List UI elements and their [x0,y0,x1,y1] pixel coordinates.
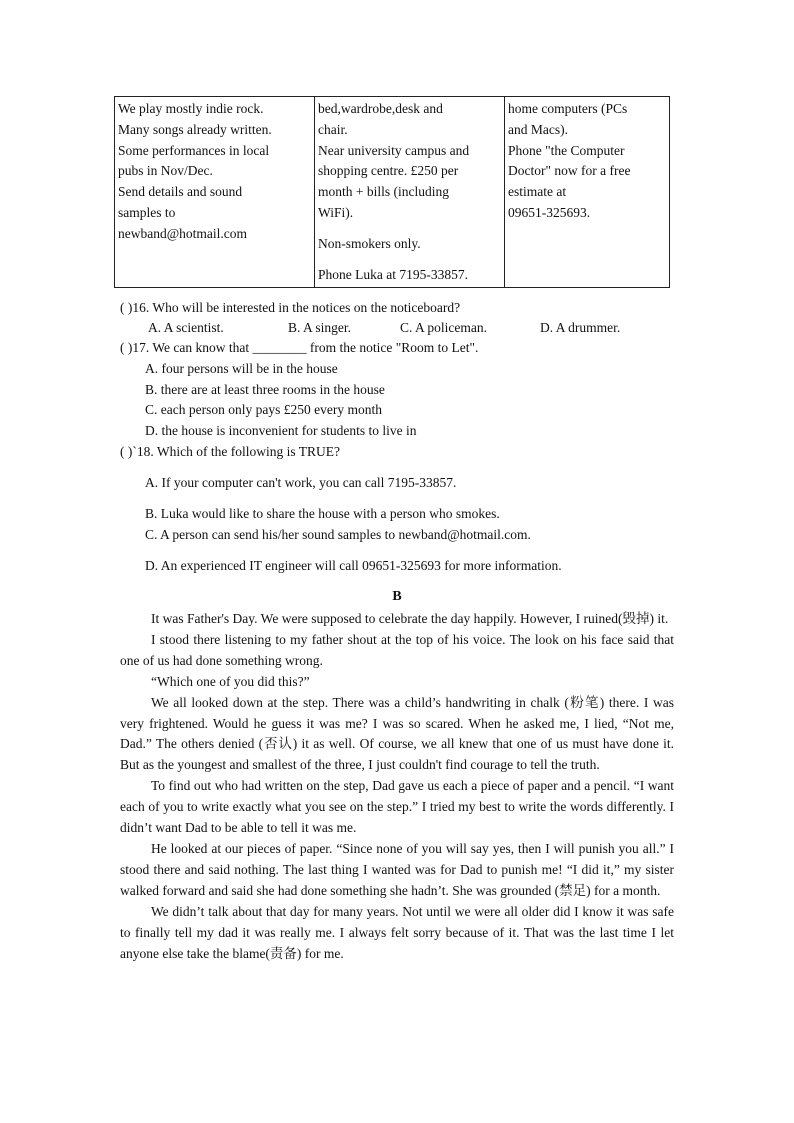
notice-line: We play mostly indie rock. [118,101,264,116]
notice-phone: Phone Luka at 7195-33857. [318,266,468,282]
passage-paragraph: He looked at our pieces of paper. “Since none of you will say yes, then I will punish you all.” I stood there and said nothing. The last thing I wanted was for Dad to punish me! “I did it,” my sister walked forward and said she had done something she hadn’t. She was grounded (禁足) for a month. [120,840,674,898]
question-18-option-c: C. A person can send his/her sound samples to newband@hotmail.com. [145,527,531,542]
notice-line: pubs in Nov/Dec. [118,163,213,179]
option-c: C. A policeman. [400,320,487,335]
notice-email: newband@hotmail.com [118,225,248,241]
option-b: B. A singer. [288,320,352,335]
question-17-option-b: B. there are at least three rooms in the house [145,382,385,397]
notice-phone: 09651-325693. [508,204,591,220]
notice-line: Doctor" now for a free [508,163,631,179]
notice-room-to-let [315,97,505,288]
notice-line: Send details and sound [118,184,243,200]
option-a: A. A scientist. [148,320,224,335]
question-17-option-a: A. four persons will be in the house [145,361,338,376]
passage-paragraph: It was Father's Day. We were supposed to celebrate the day happily. However, I ruined(毁掉) it. [151,611,669,626]
question-18-option-a: A. If your computer can't work, you can call 7195-33857. [145,475,457,490]
notice-line: Some performances in local [118,142,270,158]
passage-paragraph: We all looked down at the step. There was a child’s handwriting in chalk (粉笔) there. I was very frightened. Would he guess it was me? I was so scared. When he asked me, I lied, “Not me, Dad.” The others denied (否认) it as well. Of course, we all knew that one of us must have done it. But as the youngest and smallest of the three, I just couldn't find courage to tell the truth. [120,694,674,773]
notice-line: WiFi). [318,204,354,220]
question-16-options [148,320,620,336]
notice-line: and Macs). [508,121,568,137]
notice-line: estimate at [508,184,567,200]
notice-line: shopping centre. £250 per [318,163,459,179]
notice-line: home computers (PCs [508,101,628,116]
notice-line: bed,wardrobe,desk and [318,101,443,116]
question-18-option-b: B. Luka would like to share the house with a person who smokes. [145,506,500,521]
passage-paragraph: We didn’t talk about that day for many years. Not until we were all older did I know it was safe to finally tell my dad it was really me. I always felt sorry because of it. That was the last time I let anyone else take the blame(责备) for me. [120,903,674,961]
notice-line: Phone "the Computer [508,142,625,158]
notices-table [114,96,670,288]
passage-paragraph: To find out who had written on the step, Dad gave us each a piece of paper and a pencil. “I want each of you to write exactly what you see on the step.” I tried my best to write the words differently. I didn’t want Dad to be able to tell it was me. [120,778,674,836]
question-16-stem: ( )16. Who will be interested in the notices on the noticeboard? [120,300,461,315]
notice-computer-doctor [505,97,670,288]
passage-paragraph: I stood there listening to my father shout at the top of his voice. The look on his face said that one of us had done something wrong. [120,631,674,668]
section-b-title: B [392,589,402,604]
question-17-stem: ( )17. We can know that ________ from the notice "Room to Let". [120,340,479,355]
section-b-passage [120,609,674,964]
notice-line: chair. [318,121,348,137]
question-17-option-d: D. the house is inconvenient for students to live in [145,423,417,438]
notice-line: Many songs already written. [118,121,272,137]
question-18-option-d: D. An experienced IT engineer will call 09651-325693 for more information. [145,558,562,573]
question-18-stem: ( )`18. Which of the following is TRUE? [120,444,340,459]
notice-line: samples to [118,204,176,220]
notice-line: Near university campus and [318,142,470,158]
notice-line: Non-smokers only. [318,235,421,251]
question-17-option-c: C. each person only pays £250 every month [145,402,382,417]
passage-paragraph: “Which one of you did this?” [151,673,310,689]
option-d: D. A drummer. [540,320,621,335]
notice-band [115,97,315,288]
notice-line: month + bills (including [318,184,449,200]
